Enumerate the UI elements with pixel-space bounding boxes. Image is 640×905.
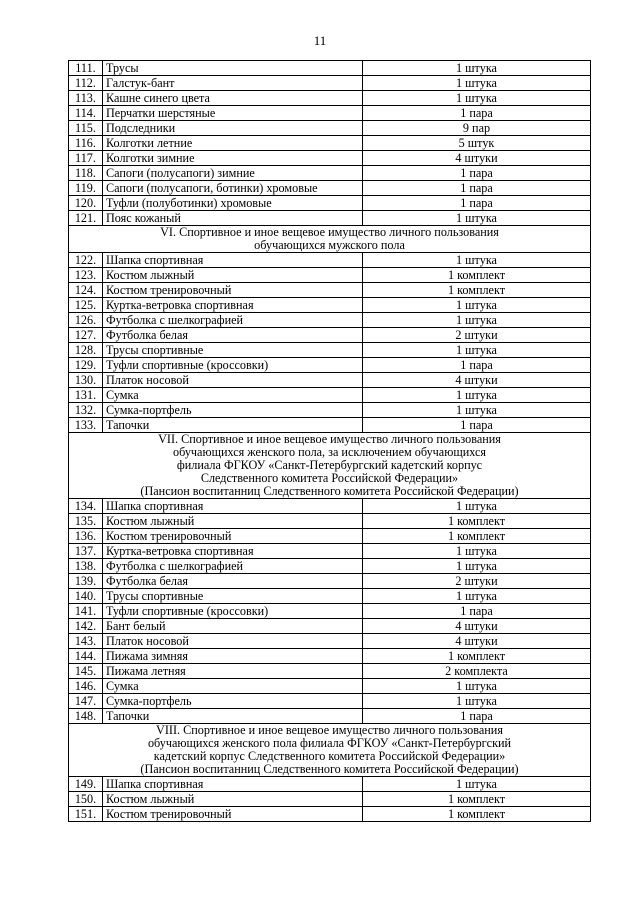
table-row [69,211,591,226]
item-quantity: 4 штуки [363,634,591,649]
item-quantity: 1 пара [363,358,591,373]
item-name: Перчатки шерстяные [103,106,363,121]
item-name: Пижама летняя [103,664,363,679]
item-number: 150. [69,792,103,807]
section-heading [69,433,591,499]
item-name: Футболка белая [103,574,363,589]
item-quantity: 1 штука [363,343,591,358]
item-number: 146. [69,679,103,694]
item-number: 142. [69,619,103,634]
item-quantity: 1 комплект [363,514,591,529]
item-number: 135. [69,514,103,529]
table-row [69,418,591,433]
table-row [69,136,591,151]
table-row [69,529,591,544]
item-number: 151. [69,807,103,822]
item-name: Трусы [103,61,363,76]
table-row [69,343,591,358]
item-number: 148. [69,709,103,724]
item-name: Колготки летние [103,136,363,151]
item-name: Трусы спортивные [103,343,363,358]
item-name: Сумка [103,388,363,403]
table-row [69,268,591,283]
item-quantity: 1 штука [363,91,591,106]
item-number: 129. [69,358,103,373]
item-name: Шапка спортивная [103,777,363,792]
item-name: Бант белый [103,619,363,634]
item-number: 139. [69,574,103,589]
item-number: 137. [69,544,103,559]
item-name: Сапоги (полусапоги, ботинки) хромовые [103,181,363,196]
item-name: Костюм тренировочный [103,283,363,298]
table-row [69,328,591,343]
section-heading-line: VIII. Спортивное и иное вещевое имущество личного пользования [156,723,503,737]
section-heading-line: обучающихся мужского пола [254,238,405,252]
item-number: 114. [69,106,103,121]
item-number: 111. [69,61,103,76]
item-quantity: 1 штука [363,559,591,574]
item-number: 116. [69,136,103,151]
item-name: Костюм тренировочный [103,807,363,822]
item-quantity: 2 штуки [363,574,591,589]
table-row [69,634,591,649]
section-heading-line: (Пансион воспитанниц Следственного комитета Российской Федерации) [140,762,519,776]
item-name: Сапоги (полусапоги) зимние [103,166,363,181]
item-name: Футболка с шелкографией [103,313,363,328]
section-heading-line: обучающихся женского пола филиала ФГКОУ «Санкт-Петербургский [147,736,512,750]
item-name: Сумка-портфель [103,694,363,709]
item-name: Костюм лыжный [103,792,363,807]
item-quantity: 1 штука [363,403,591,418]
item-quantity: 1 пара [363,166,591,181]
table-row [69,61,591,76]
item-quantity: 1 комплект [363,649,591,664]
table-row [69,807,591,822]
table-row [69,91,591,106]
table-row [69,679,591,694]
table-row [69,777,591,792]
item-quantity: 1 пара [363,181,591,196]
table-row [69,544,591,559]
table-row [69,358,591,373]
item-number: 122. [69,253,103,268]
item-number: 115. [69,121,103,136]
item-quantity: 9 пар [363,121,591,136]
item-number: 125. [69,298,103,313]
table-row [69,151,591,166]
item-number: 134. [69,499,103,514]
item-quantity: 2 комплекта [363,664,591,679]
table-row [69,589,591,604]
item-number: 124. [69,283,103,298]
item-number: 118. [69,166,103,181]
item-quantity: 1 штука [363,313,591,328]
item-number: 112. [69,76,103,91]
table-row [69,604,591,619]
table-row [69,196,591,211]
item-quantity: 1 штука [363,298,591,313]
section-heading-line: обучающихся женского пола, за исключением обучающихся [173,445,486,459]
item-quantity: 1 штука [363,777,591,792]
item-number: 144. [69,649,103,664]
item-name: Шапка спортивная [103,499,363,514]
item-name: Костюм тренировочный [103,529,363,544]
item-name: Сумка-портфель [103,403,363,418]
item-name: Пояс кожаный [103,211,363,226]
item-name: Подследники [103,121,363,136]
item-number: 123. [69,268,103,283]
item-number: 131. [69,388,103,403]
item-name: Куртка-ветровка спортивная [103,544,363,559]
item-quantity: 1 комплект [363,807,591,822]
table-row [69,313,591,328]
item-quantity: 1 штука [363,388,591,403]
item-quantity: 1 штука [363,211,591,226]
section-heading-line: кадетский корпус Следственного комитета Российской Федерации» [153,749,506,763]
item-name: Туфли (полуботинки) хромовые [103,196,363,211]
item-quantity: 1 комплект [363,792,591,807]
item-quantity: 1 комплект [363,268,591,283]
item-name: Пижама зимняя [103,649,363,664]
item-quantity: 4 штуки [363,373,591,388]
item-quantity: 1 комплект [363,529,591,544]
item-name: Туфли спортивные (кроссовки) [103,358,363,373]
table-row [69,283,591,298]
section-heading-line: (Пансион воспитанниц Следственного комитета Российской Федерации) [140,484,519,498]
item-quantity: 1 пара [363,418,591,433]
item-number: 120. [69,196,103,211]
item-name: Сумка [103,679,363,694]
item-number: 113. [69,91,103,106]
table-row [69,76,591,91]
table-row [69,403,591,418]
item-number: 141. [69,604,103,619]
table-row [69,649,591,664]
item-number: 130. [69,373,103,388]
item-quantity: 1 штука [363,61,591,76]
section-heading-line: VI. Спортивное и иное вещевое имущество личного пользования [160,225,499,239]
item-name: Тапочки [103,418,363,433]
item-number: 121. [69,211,103,226]
table-row [69,253,591,268]
page-number: 11 [313,33,327,48]
item-quantity: 1 штука [363,76,591,91]
section-heading-line: VII. Спортивное и иное вещевое имущество личного пользования [158,432,501,446]
table-row [69,388,591,403]
item-name: Колготки зимние [103,151,363,166]
item-number: 126. [69,313,103,328]
table-row [69,106,591,121]
item-name: Куртка-ветровка спортивная [103,298,363,313]
item-quantity: 1 штука [363,589,591,604]
item-number: 136. [69,529,103,544]
item-number: 140. [69,589,103,604]
section-header-row [69,226,591,253]
section-heading-line: филиала ФГКОУ «Санкт-Петербургский кадетский корпус [176,458,483,472]
item-number: 133. [69,418,103,433]
item-quantity: 1 штука [363,544,591,559]
item-number: 117. [69,151,103,166]
item-quantity: 1 пара [363,709,591,724]
table-row [69,792,591,807]
table-row [69,574,591,589]
section-heading [69,724,591,777]
item-name: Туфли спортивные (кроссовки) [103,604,363,619]
table-row [69,181,591,196]
item-number: 132. [69,403,103,418]
item-name: Галстук-бант [103,76,363,91]
table-row [69,373,591,388]
item-quantity: 4 штуки [363,151,591,166]
item-quantity: 1 штука [363,679,591,694]
item-number: 119. [69,181,103,196]
item-name: Шапка спортивная [103,253,363,268]
item-name: Трусы спортивные [103,589,363,604]
item-quantity: 1 пара [363,604,591,619]
section-heading-line: Следственного комитета Российской Федерации» [200,471,459,485]
inventory-table-body [69,61,591,822]
item-quantity: 1 пара [363,196,591,211]
table-row [69,709,591,724]
table-row [69,166,591,181]
item-number: 149. [69,777,103,792]
table-row [69,694,591,709]
item-quantity: 1 штука [363,694,591,709]
table-row [69,619,591,634]
item-number: 143. [69,634,103,649]
item-quantity: 1 пара [363,106,591,121]
section-header-row [69,724,591,777]
item-number: 128. [69,343,103,358]
item-quantity: 1 штука [363,253,591,268]
item-number: 145. [69,664,103,679]
table-row [69,298,591,313]
table-row [69,499,591,514]
table-row [69,559,591,574]
item-name: Тапочки [103,709,363,724]
item-quantity: 2 штуки [363,328,591,343]
table-row [69,121,591,136]
table-row [69,664,591,679]
item-name: Кашне синего цвета [103,91,363,106]
item-quantity: 1 комплект [363,283,591,298]
item-name: Костюм лыжный [103,514,363,529]
item-name: Платок носовой [103,373,363,388]
item-number: 138. [69,559,103,574]
item-name: Платок носовой [103,634,363,649]
item-name: Костюм лыжный [103,268,363,283]
section-heading [69,226,591,253]
item-quantity: 1 штука [363,499,591,514]
item-number: 127. [69,328,103,343]
item-quantity: 4 штуки [363,619,591,634]
item-name: Футболка с шелкографией [103,559,363,574]
table-row [69,514,591,529]
section-header-row [69,433,591,499]
inventory-table [68,60,591,822]
item-name: Футболка белая [103,328,363,343]
item-number: 147. [69,694,103,709]
item-quantity: 5 штук [363,136,591,151]
